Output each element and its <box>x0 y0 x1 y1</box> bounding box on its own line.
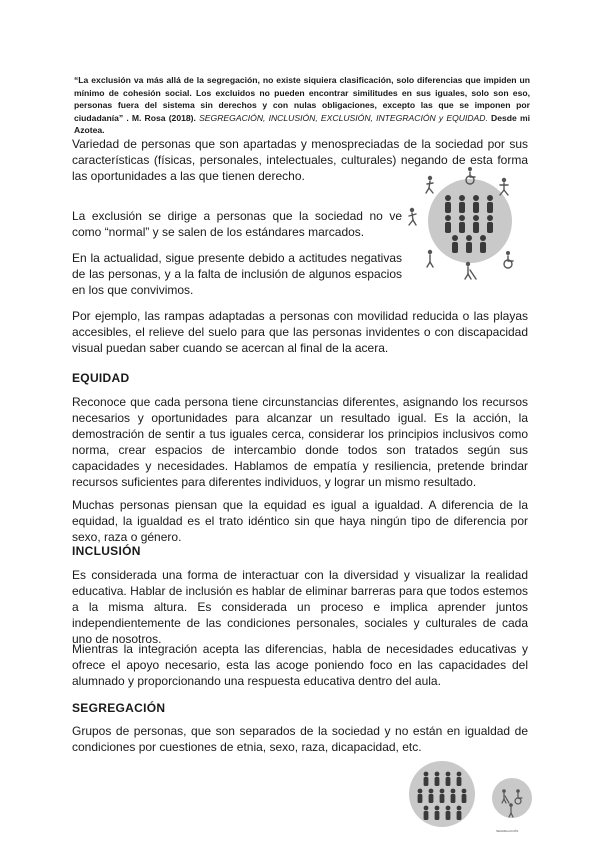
equidad-paragraph-2: Muchas personas piensan que la equidad es igual a igualdad. A diferencia de la equidad, la igualdad es el trato idéntico sin que haya ningún tipo de diferencia por sexo, raza o género. <box>72 498 528 544</box>
quote-source: Desde mi Azotea. <box>74 112 530 136</box>
walking-person-icon <box>500 178 508 195</box>
quote-author: M. Rosa (2018). <box>131 112 196 123</box>
intro-quote <box>74 74 530 137</box>
inclusion-paragraph-2: Mientras la integración acepta las diferencias, habla de necesidades educativas y ofrece el apoyo necesario, esta las acoge poniendo foco en las capacidades del alumnado y proporcionando una respuesta educativa dentro del aula. <box>72 642 528 688</box>
exclusion-paragraph-2: La exclusión se dirige a personas que la sociedad no ve como “normal” y se salen de los estándares marcados. <box>72 209 402 239</box>
segregacion-paragraph-1: Grupos de personas, que son separados de la sociedad y no están en igualdad de condiciones por cuestiones de etnia, sexo, raza, dicapacidad, etc. <box>72 724 528 754</box>
quote-work: SEGREGACIÓN, INCLUSIÓN, EXCLUSIÓN, INTEGRACIÓN y EQUIDAD. <box>199 112 488 123</box>
quote-text: “La exclusión va más allá de la segregación, no existe siquiera clasificación, solo diferencias que impiden un mínimo de cohesión social. Los excluidos no pueden encontrar similitudes en sus iguales, solo son eso, personas fuera del sistema sin derechos y con nulas obligaciones, excepto las que se imponen por ciudadanía” . <box>74 75 530 123</box>
section-heading-inclusion: INCLUSIÓN <box>72 544 141 558</box>
exclusion-paragraph-1: Variedad de personas que son apartadas y menospreciadas de la sociedad por sus características (físicas, personales, intelectuales, culturales) negando de esta forma las oportunidades a las que tienen derecho. <box>72 137 528 183</box>
minority-group-circle <box>492 778 532 818</box>
exclusion-paragraph-4: Por ejemplo, las rampas adaptadas a personas con movilidad reducida o las playas accesibles, el relieve del suelo para que las personas invidentes o con discapacidad visual puedan saber cuando se acercan al final de la acera. <box>72 309 528 355</box>
walking-person-icon <box>409 208 416 225</box>
inclusion-paragraph-1: Es considerada una forma de interactuar con la diversidad y visualizar la realidad educativa. Hablar de inclusión es hablar de eliminar barreras para que todos estemos a la misma altura. Es considerada un proceso e implica aprender juntos independientemente de las condiciones personales, sociales y culturales de cada uno de nosotros. <box>72 568 528 646</box>
exclusion-paragraph-3: En la actualidad, sigue presente debido a actitudes negativas de las personas, y a la falta de inclusión de algunos espacios en los que convivimos. <box>72 251 402 297</box>
wheelchair-icon <box>504 251 513 268</box>
walking-person-icon <box>427 250 433 267</box>
blind-person-icon <box>465 262 476 279</box>
section-heading-equidad: EQUIDAD <box>72 371 130 385</box>
figure-caption: SEGREGACIÓN <box>496 829 519 833</box>
walking-person-icon <box>426 176 433 193</box>
section-heading-segregacion: SEGREGACIÓN <box>72 701 166 715</box>
exclusion-illustration <box>400 160 530 280</box>
segregation-illustration <box>408 758 534 834</box>
equidad-paragraph-1: Reconoce que cada persona tiene circunstancias diferentes, asignando los recursos necesarios y oportunidades para alcanzar un resultado igual. Es la acción, la demostración de sentir a tus iguales cerca, considerar los principios inclusivos como norma, crear espacios de intercambio donde todos son tratados según sus capacidades y necesidades. Hablamos de empatía y resiliencia, pretende brindar recursos suficientes para diferentes individuos, y lograr un mismo resultado. <box>72 395 528 489</box>
